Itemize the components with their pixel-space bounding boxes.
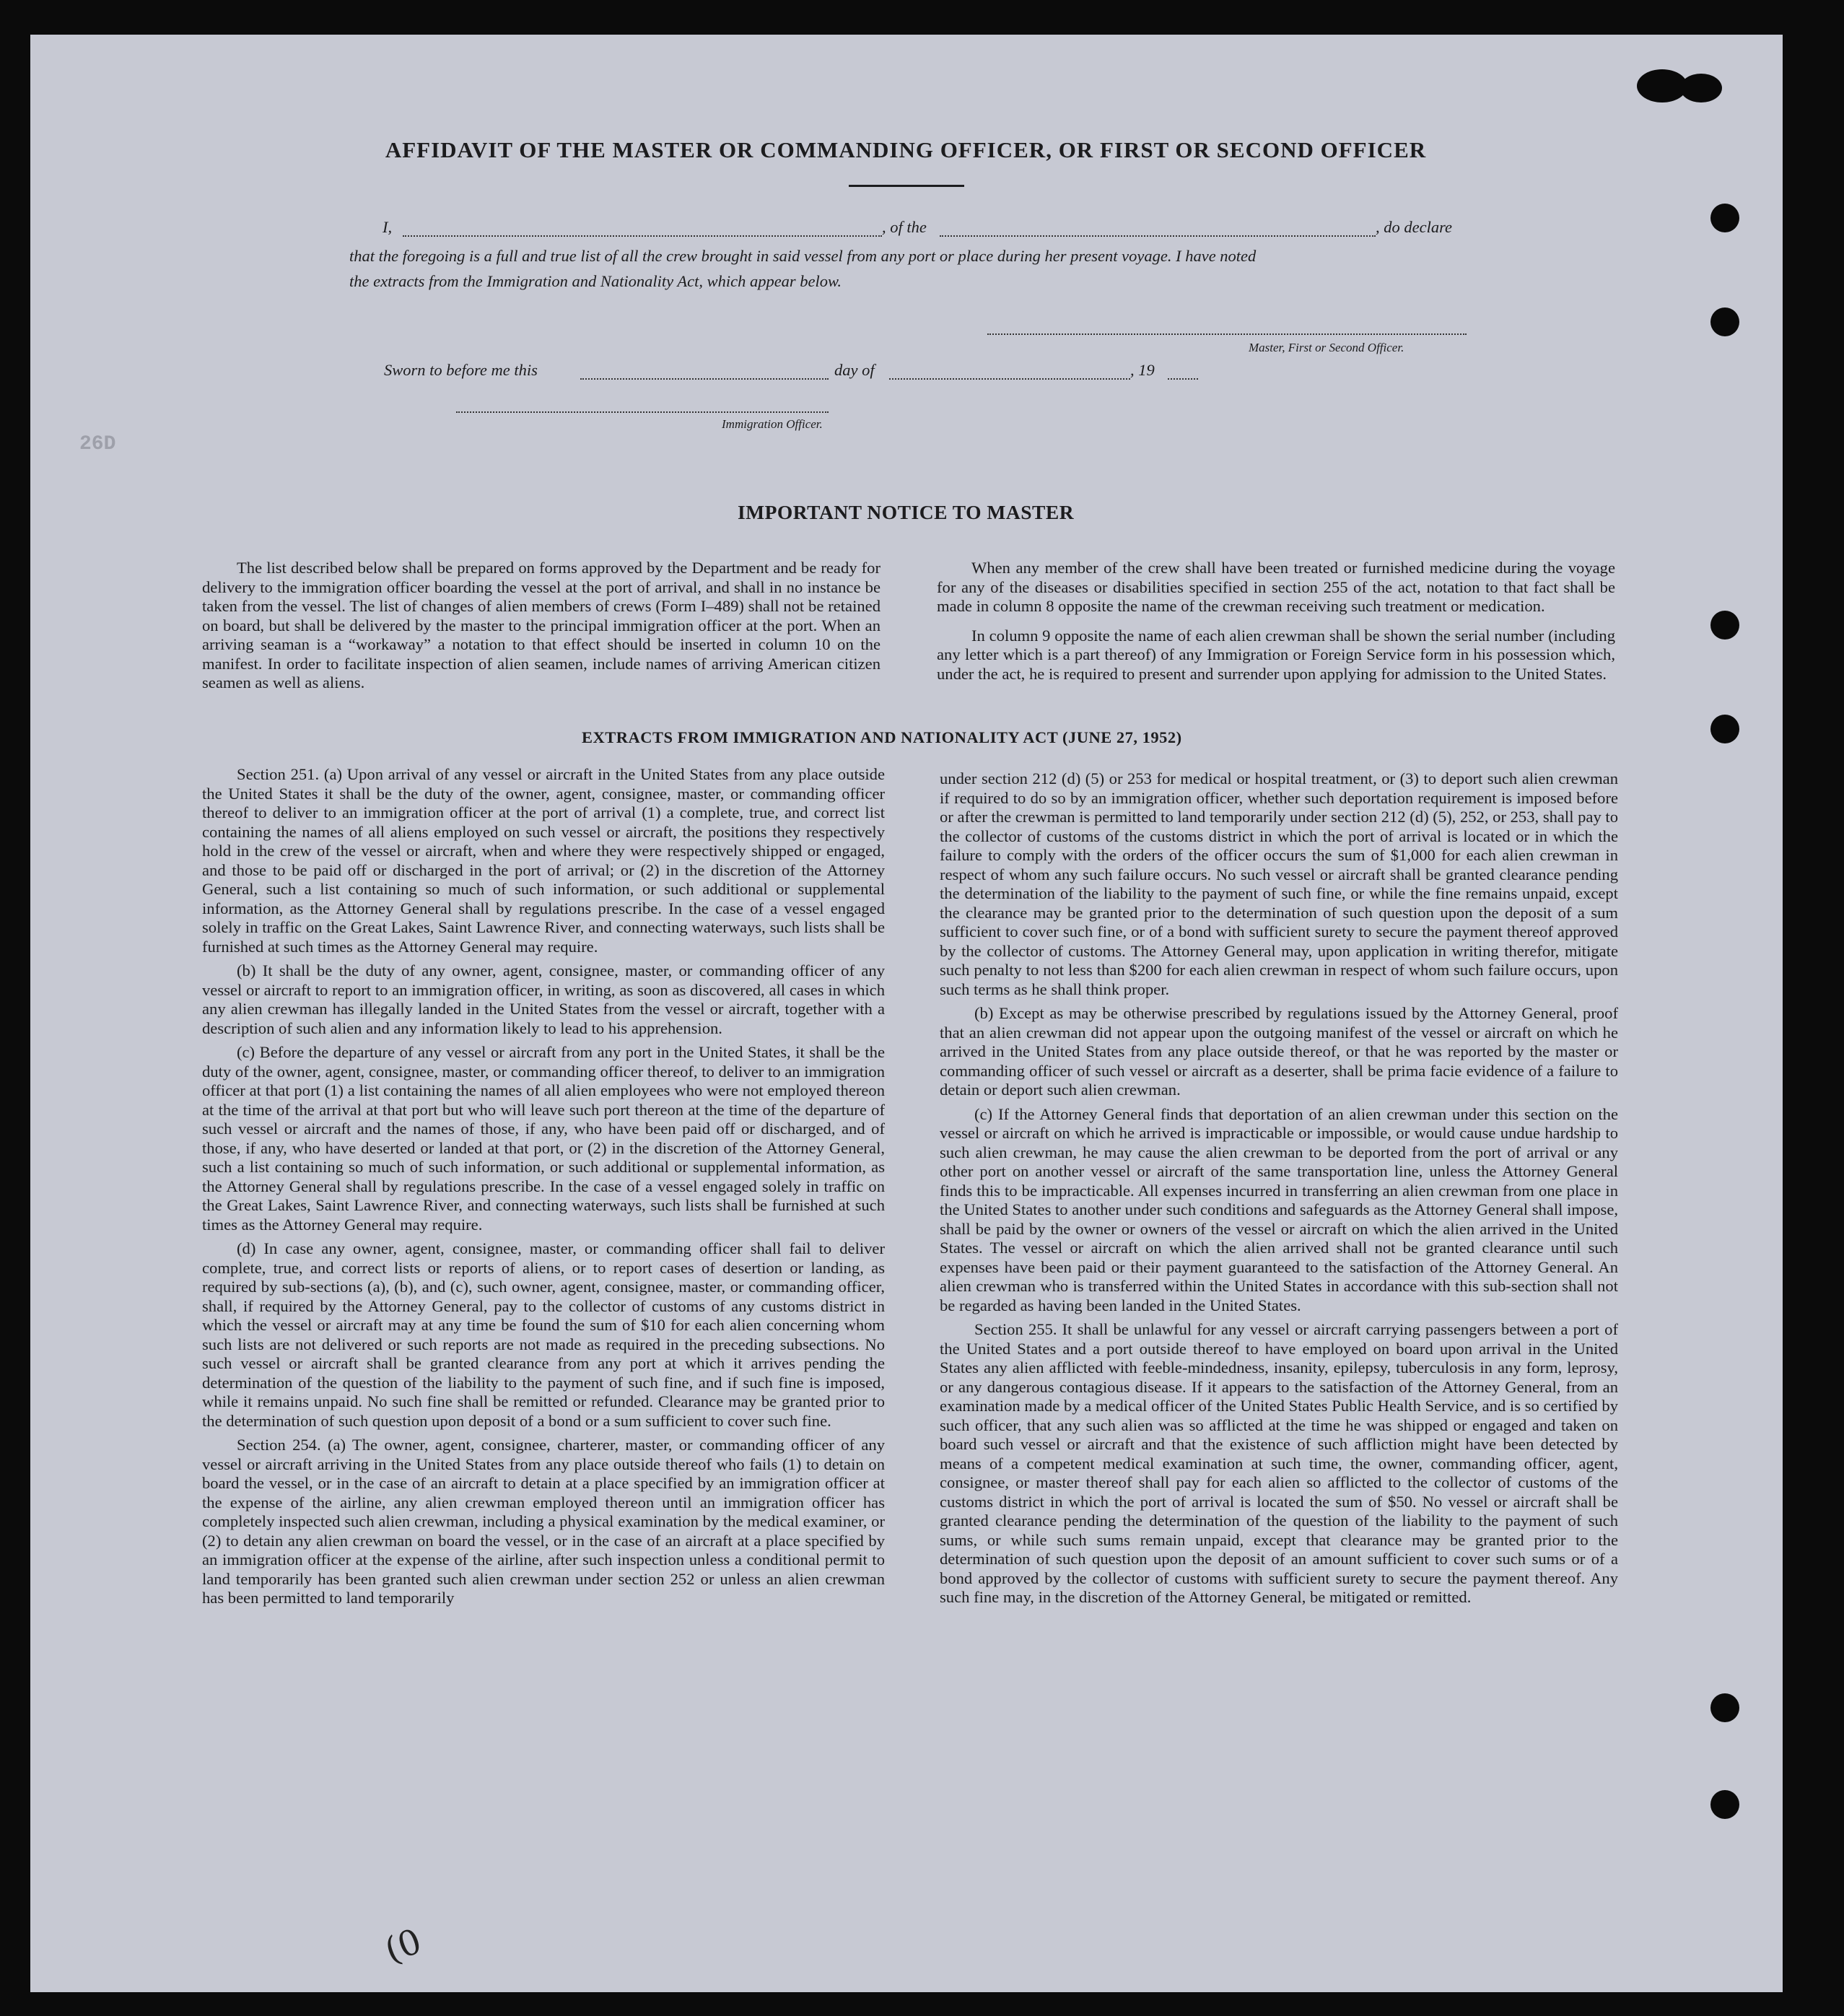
sworn-month-line[interactable] [889, 378, 1130, 380]
sworn-label: Sworn to before me this [384, 361, 538, 379]
section-251-d: (d) In case any owner, agent, consignee, master, or commanding officer shall fail to deliver complete, true, and correct lists or reports of aliens, or to report cases of desertion or landing, as required by sub-sections (a), (b), and (c), such owner, agent, consignee, master, or commanding officer, shall, if required by the Attorney General, pay to the collector of customs of any customs district in which the vessel or aircraft may at any time be found the sum of $10 for each alien concerning whom such lists are not delivered or such reports are not made as required in the preceding subsections. No such vessel or aircraft shall be granted clearance from any port at which it arrives pending the determination of the question of the liability to the payment of such fine, and if such fine is imposed, while it remains unpaid. No such fine shall be remitted or refunded. Clearance may be granted prior to the determination of such question upon deposit of a bond or a sum sufficient to cover such fine. [202, 1239, 885, 1430]
notice-left-column [202, 559, 881, 693]
sworn-year-line[interactable] [1168, 378, 1198, 380]
punch-hole-icon [1710, 1693, 1739, 1722]
immigration-officer-caption: Immigration Officer. [722, 417, 823, 431]
affidavit-i-label: I, [383, 218, 393, 236]
vessel-name-line[interactable] [940, 235, 1376, 237]
punch-hole-icon [1710, 1790, 1739, 1819]
extracts-title: EXTRACTS FROM IMMIGRATION AND NATIONALITY ACT (JUNE 27, 1952) [582, 728, 1182, 746]
day-of-label: day of [834, 361, 875, 379]
extracts-left-column [202, 765, 885, 1608]
notice-left-paragraph: The list described below shall be prepared on forms approved by the Department and be ready for delivery to the immigration officer boarding the vessel at the port of arrival, and shall in no instance be taken from the vessel. The list of changes of alien members of crews (Form I–489) shall not be retained on board, but shall be delivered by the master to the principal immigration officer at the port. When an arriving seaman is a “workaway” a notation to that effect should be inserted in column 10 on the manifest. In order to facilitate inspection of alien seamen, include names of arriving American citizen seamen as well as aliens. [202, 559, 881, 691]
notice-title: IMPORTANT NOTICE TO MASTER [737, 501, 1075, 523]
bleed-through-mark: 26D [79, 433, 116, 455]
punch-hole-icon [1710, 611, 1739, 640]
affidavit-title: AFFIDAVIT OF THE MASTER OR COMMANDING OFFICER, OR FIRST OR SECOND OFFICER [385, 137, 1427, 162]
section-254-a-continued: under section 212 (d) (5) or 253 for medical or hospital treatment, or (3) to deport such alien crewman if required to do so by an immigration officer, whether such deportation requirement is imposed before or after the crewman is permitted to land temporarily under section 212 (d) (5), 252, or 253, shall pay to the collector of customs of the customs district in which the port of arrival is located or in which the failure to comply with the orders of the officer occurs the sum of $1,000 for each alien crewman in respect of whom any such failure occurs. No such vessel or aircraft shall be granted clearance pending the determination of the liability to the payment of such fine, or while the fine remains unpaid, except the clearance may be granted prior to the determination of such question upon the deposit of a sum sufficient to cover such fine, or of a bond with sufficient surety to secure the payment thereof approved by the collector of customs. The Attorney General may, upon application in writing therefor, mitigate such penalty to not less than $200 for each alien crewman in respect of whom such failure occurs, upon such terms as he shall think proper. [940, 769, 1618, 998]
master-caption: Master, First or Second Officer. [1249, 341, 1404, 354]
immigration-officer-signature-line[interactable] [456, 411, 829, 413]
declaration-line-1: that the foregoing is a full and true list of all the crew brought in said vessel from any port or place during her present voyage. I have noted [349, 247, 1257, 265]
section-251-c: (c) Before the departure of any vessel or aircraft from any port in the United States, it shall be the duty of the owner, agent, consignee, master, or commanding officer thereof, to deliver to an immigration officer at that port (1) a list containing the names of all alien employees who were not employed thereon at the time of the arrival at that port but who will leave such port thereon at the time of the departure of such vessel or aircraft and the names of those, if any, who have been paid off or discharged, and of those, if any, who have deserted or landed at that port, or (2) in the discretion of the Attorney General, such a list containing so much of such information, or such additional or supplemental information, as the Attorney General shall by regulations prescribe. In the case of a vessel engaged solely in traffic on the Great Lakes, Saint Lawrence River, and connecting waterways, such lists shall be furnished at such times as the Attorney General may require. [202, 1043, 885, 1234]
section-254-b: (b) Except as may be otherwise prescribed by regulations issued by the Attorney General, proof that an alien crewman did not appear upon the outgoing manifest of the vessel or aircraft on which he arrived in the United States from any place outside thereof, or that he was reported by the master or commanding officer of such vessel or aircraft as a deserter, shall be prima facie evidence of a failure to detain or deport such alien crewman. [940, 1004, 1618, 1099]
punch-hole-icon [1710, 715, 1739, 743]
handwritten-mark: (0 [379, 1921, 427, 1971]
section-251-b: (b) It shall be the duty of any owner, agent, consignee, master, or commanding officer of any vessel or aircraft to report to an immigration officer, in writing, as soon as discovered, all cases in which any alien crewman has illegally landed in the United States from the vessel or aircraft, together with a description of such alien and any information likely to lead to his apprehension. [202, 961, 885, 1037]
notice-right-paragraph-1: When any member of the crew shall have been treated or furnished medicine during the voyage for any of the diseases or disabilities specified in section 255 of the act, notation to that fact shall be made in column 8 opposite the name of the crewman receiving such treatment or medication. [937, 559, 1615, 615]
section-251-a: Section 251. (a) Upon arrival of any vessel or aircraft in the United States from any place outside the United States it shall be the duty of the owner, agent, consignee, master, or commanding officer thereof to deliver to an immigration officer at the port of arrival (1) a complete, true, and correct list containing the names of all aliens employed on such vessel or aircraft, the positions they respectively hold in the crew of the vessel or aircraft, when and where they were respectively shipped or engaged, and those to be paid off or discharged in the port of arrival; or (2) in the discretion of the Attorney General, such a list containing so much of such information, or such additional or supplemental information, as the Attorney General shall by regulations prescribe. In the case of a vessel engaged solely in traffic on the Great Lakes, Saint Lawrence River, and connecting waterways, such lists shall be furnished at such times as the Attorney General may require. [202, 765, 885, 956]
declaration-line-2: the extracts from the Immigration and Nationality Act, which appear below. [349, 272, 842, 290]
notice-right-paragraph-2: In column 9 opposite the name of each alien crewman shall be shown the serial number (including any letter which is a part thereof) of any Immigration or Foreign Service form in his possession which, under the act, he is required to present and surrender upon applying for admission to the United States. [937, 626, 1615, 683]
section-254-a: Section 254. (a) The owner, agent, consignee, charterer, master, or commanding officer of any vessel or aircraft arriving in the United States from any place outside thereof who fails (1) to detain on board the vessel, or in the case of an aircraft to detain at a place specified by an immigration officer at the expense of the airline, any alien crewman employed thereon until an immigration officer has completely inspected such alien crewman, including a physical examination by the medical examiner, or (2) to detain any alien crewman on board the vessel, or in the case of an aircraft at a place specified by an immigration officer at the expense of the airline, after such inspection unless a conditional permit to land temporarily has been granted such alien crewman under section 252 or unless an alien crewman has been permitted to land temporarily [202, 1436, 885, 1607]
punch-hole-icon [1710, 204, 1739, 232]
affidavit-of-the-label: , of the [882, 218, 927, 236]
extracts-right-column [940, 769, 1618, 1607]
section-254-c: (c) If the Attorney General finds that deportation of an alien crewman under this section on the vessel or aircraft on which he arrived is impracticable or impossible, or would cause undue hardship to such alien crewman, he may cause the alien crewman to be deported from the port of arrival or any other port on another vessel or aircraft of the same transportation line, unless the Attorney General finds this to be impracticable. All expenses incurred in transferring an alien crewman from one place in the United States to another under such conditions and safeguards as the Attorney General shall impose, shall be paid by the owner or owners of the vessel or aircraft on which the alien arrived in the United States. The vessel or aircraft on which the alien arrived shall not be granted clearance until such expenses have been paid or their payment guaranteed to the satisfaction of the Attorney General. An alien crewman who is transferred within the United States in accordance with this sub-section shall not be regarded as having been landed in the United States. [940, 1104, 1618, 1314]
title-underline [849, 185, 964, 187]
punch-hole-icon [1710, 307, 1739, 336]
declarant-name-line[interactable] [403, 235, 882, 237]
section-255: Section 255. It shall be unlawful for any vessel or aircraft carrying passengers between a port of the United States and a port outside thereof to have employed on board upon arrival in the United States any alien afflicted with feeble-mindedness, insanity, epilepsy, tuberculosis in any form, leprosy, or any dangerous contagious disease. If it appears to the satisfaction of the Attorney General, from an examination made by a medical officer of the United States Public Health Service, and is so certified by such officer, that any such alien was so afflicted at the time he was shipped or engaged and taken on board such vessel or aircraft and that the existence of such affliction might have been detected by means of a competent medical examination at such time, the owner, commanding officer, agent, consignee, or master thereof shall pay for each alien so afflicted to the collector of customs of the customs district in which the port of arrival is located the sum of $50. No vessel or aircraft shall be granted clearance pending the determination of the question of the liability to the payment of such sums, or while such sums remain unpaid, except that clearance may be granted prior to the determination of such question upon the deposit of an amount sufficient to cover such sums or of a bond approved by the collector of customs with sufficient surety to secure the payment thereof. Any such fine may, in the discretion of the Attorney General, be mitigated or remitted. [940, 1320, 1618, 1606]
year-label: , 19 [1130, 361, 1155, 379]
sworn-day-line[interactable] [580, 378, 829, 380]
affidavit-do-declare-label: , do declare [1376, 218, 1453, 236]
master-signature-line[interactable] [987, 333, 1467, 335]
notice-right-column [937, 559, 1615, 684]
ink-blot-icon [1680, 74, 1722, 102]
